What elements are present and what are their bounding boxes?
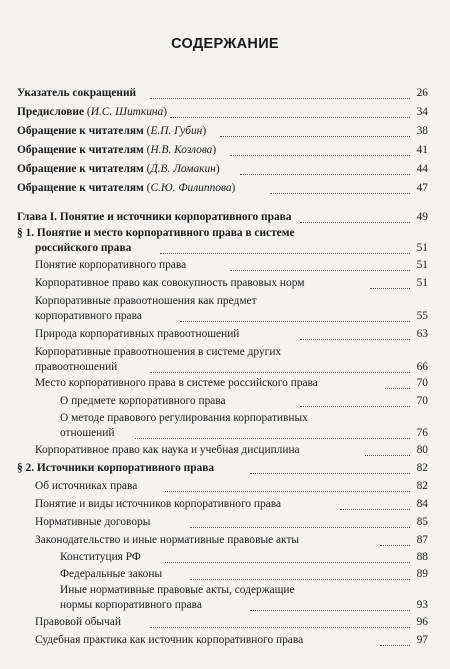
toc-item-label-cont: корпоративного права — [35, 310, 142, 322]
toc-item-label-cont: правоотношений — [35, 361, 118, 373]
toc-page-number: 26 — [416, 87, 428, 99]
toc-page-number: 82 — [416, 480, 428, 492]
toc-page-number: 89 — [416, 568, 428, 580]
toc-page-number: 82 — [416, 462, 428, 474]
toc-page-number: 70 — [416, 377, 428, 389]
toc-item-label-cont: нормы корпоративного права — [60, 599, 202, 611]
toc-page-number: 97 — [416, 634, 428, 646]
toc-page-number: 84 — [416, 498, 428, 510]
toc-page-number: 49 — [416, 211, 428, 223]
toc-item-label: Корпоративное право как совокупность правовых норм — [35, 277, 305, 289]
toc-page-number: 55 — [416, 310, 428, 322]
toc-page-number: 87 — [416, 534, 428, 546]
toc-page-number: 66 — [416, 361, 428, 373]
toc-item-label-cont: отношений — [60, 427, 115, 439]
toc-page-number: 80 — [416, 444, 428, 456]
toc-author: Н.В. Козлова — [150, 144, 213, 156]
toc-item-label: Иные нормативные правовые акты, содержащие — [60, 584, 295, 596]
toc-item-label: Корпоративное право как наука и учебная дисциплина — [35, 444, 300, 456]
toc-item-label: Нормативные договоры — [35, 516, 151, 528]
toc-item-label: О предмете корпоративного права — [60, 395, 226, 407]
toc-item-label: Понятие корпоративного права — [35, 259, 187, 271]
toc-item-label: Об источниках права — [35, 480, 138, 492]
toc-page-number: 63 — [416, 328, 428, 340]
toc-page-number: 47 — [416, 182, 428, 194]
toc-author: Д.В. Ломакин — [150, 163, 216, 175]
toc-author: С.Ю. Филиппова — [150, 182, 232, 194]
toc-page-number: 76 — [416, 427, 428, 439]
toc-item-label: Корпоративные правоотношения в системе других — [35, 346, 282, 358]
toc-label: Обращение к читателям — [17, 125, 144, 137]
toc-label: Указатель сокращений — [17, 87, 137, 99]
toc-page-number: 51 — [416, 277, 428, 289]
toc-page-number: 85 — [416, 516, 428, 528]
toc-section-label-cont: российского права — [35, 242, 132, 254]
toc-page: СОДЕРЖАНИЕ Указатель сокращений 26 Предисловие (И.С. Шиткина) 34 Обращение к читателям (Е.П. Губин) 38 Обращение к читателям (Н.В. Козлова) 41 Обращение к читателям (Д.В. Ломакин) 44 Обращение к читателям (С.Ю. Филиппова) 47 Глава I. Понятие и источники корпоративного права 49 § 1. Понятие и место корпоративного права в системе российского права 51 Понятие корпоративного права 51 Корпоративное право как совокупность правовых норм 51 Корпоративные правоотношения как предмет корпоративного права 55 Природа корпоративных правоотношений 63 Корпоративные правоотношения в системе других правоотношений 66 Место корпоративного права в системе российского права 70 О предмете корпоративного права 70 О методе правового регулирования корпоративных отношений 76 Корпоративное право как наука и учебная дисциплина 80 § 2. Источники корпоративного права 82 Об источниках права 82 Понятие и виды источников корпоративного права 84 Нормативные договоры 85 Законодательство и иные нормативные правовые акты 87 Конституция РФ 88 Федеральные законы 89 Иные нормативные правовые акты, содержащие нормы корпоративного права 93 Правовой обычай 96 Судебная практика как источник корпоративного права 97 — [0, 0, 450, 669]
toc-label: Обращение к читателям — [17, 144, 144, 156]
toc-item-label: Судебная практика как источник корпоративного права — [35, 634, 304, 646]
toc-label: Обращение к читателям — [17, 182, 144, 194]
toc-page-number: 51 — [416, 259, 428, 271]
toc-page-number: 88 — [416, 551, 428, 563]
toc-author: И.С. Шиткина — [90, 106, 164, 118]
toc-page-number: 38 — [416, 125, 428, 137]
toc-item-label: Федеральные законы — [60, 568, 163, 580]
toc-page-number: 70 — [416, 395, 428, 407]
toc-label: Обращение к читателям — [17, 163, 144, 175]
toc-label: Предисловие — [17, 106, 85, 118]
toc-page-number: 41 — [416, 144, 428, 156]
toc-chapter-label: Глава I. Понятие и источники корпоративного права — [17, 211, 292, 223]
toc-item-label: Понятие и виды источников корпоративного права — [35, 498, 282, 510]
toc-page-number: 51 — [416, 242, 428, 254]
toc-author: Е.П. Губин — [150, 125, 203, 137]
toc-item-label: Корпоративные правоотношения как предмет — [35, 295, 257, 307]
page-title: СОДЕРЖАНИЕ — [171, 36, 279, 52]
toc-page-number: 34 — [416, 106, 428, 118]
toc-item-label: О методе правового регулирования корпоративных — [60, 412, 308, 424]
toc-page-number: 96 — [416, 616, 428, 628]
toc-item-label: Природа корпоративных правоотношений — [35, 328, 240, 340]
toc-section-label: § 2. Источники корпоративного права — [17, 462, 215, 474]
toc-item-label: Место корпоративного права в системе российского права — [35, 377, 318, 389]
toc-item-label: Законодательство и иные нормативные правовые акты — [35, 534, 300, 546]
toc-item-label: Правовой обычай — [35, 616, 121, 628]
toc-section-label: § 1. Понятие и место корпоративного права в системе — [17, 227, 295, 239]
toc-item-label: Конституция РФ — [60, 551, 141, 563]
toc-page-number: 44 — [416, 163, 428, 175]
toc-page-number: 93 — [416, 599, 428, 611]
